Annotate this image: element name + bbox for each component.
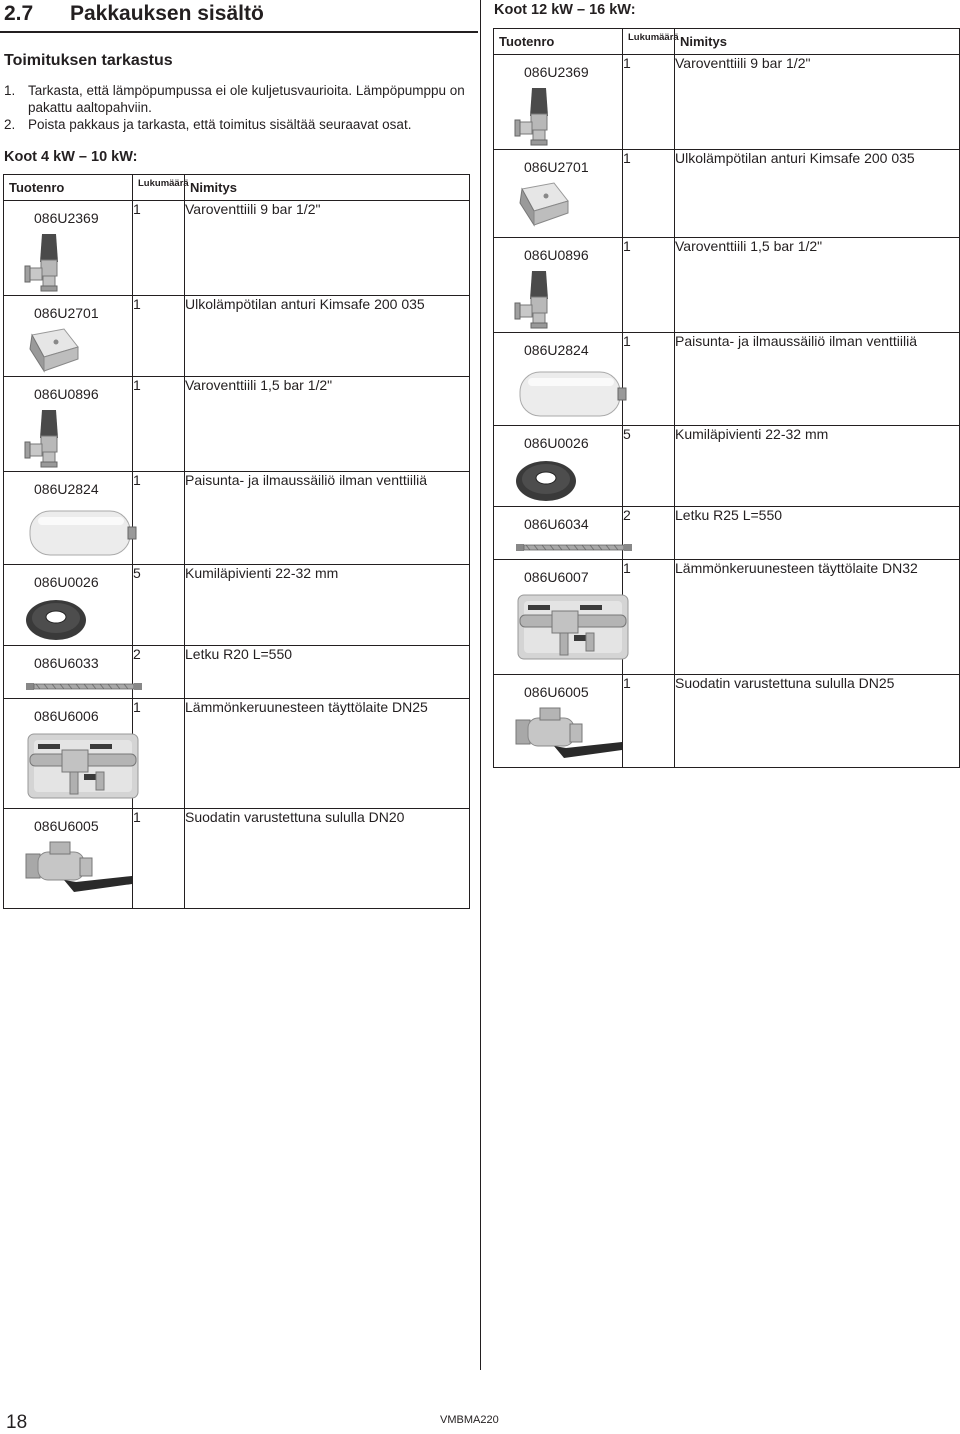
part-code: 086U2824 xyxy=(524,342,589,358)
part-name: Letku R20 L=550 xyxy=(185,646,470,699)
part-code: 086U2824 xyxy=(34,481,99,497)
table-row xyxy=(494,55,960,150)
parts-table-large-kits xyxy=(493,28,960,768)
header-code: Tuotenro xyxy=(4,175,133,201)
part-code-cell xyxy=(4,646,133,699)
hose-icon xyxy=(514,538,622,559)
part-code: 086U6005 xyxy=(524,684,589,700)
part-code-cell xyxy=(494,675,623,768)
filling-device-icon xyxy=(24,730,132,805)
kit-large-title: Koot 12 kW – 16 kW: xyxy=(494,2,636,18)
parts-table-small-kits xyxy=(3,174,470,909)
part-quantity: 1 xyxy=(133,809,185,909)
part-quantity: 1 xyxy=(623,238,675,333)
part-code-cell xyxy=(4,201,133,296)
part-code-cell xyxy=(4,472,133,565)
part-code-wrapper xyxy=(494,507,622,559)
part-code-wrapper xyxy=(4,472,132,564)
part-code: 086U2701 xyxy=(524,159,589,175)
outdoor-sensor-icon xyxy=(24,327,132,376)
part-code-cell xyxy=(494,150,623,238)
rubber-grommet-icon xyxy=(514,457,622,506)
part-code-wrapper xyxy=(494,150,622,230)
table-header-row xyxy=(4,175,470,201)
table-row xyxy=(4,809,470,909)
part-code-cell xyxy=(494,55,623,150)
table-row xyxy=(4,201,470,296)
part-code-cell xyxy=(494,333,623,426)
part-quantity: 1 xyxy=(133,472,185,565)
part-code-cell xyxy=(4,565,133,646)
part-code: 086U0896 xyxy=(524,247,589,263)
part-quantity: 1 xyxy=(623,333,675,426)
table-row xyxy=(494,426,960,507)
part-quantity: 5 xyxy=(133,565,185,646)
part-code-wrapper xyxy=(494,238,622,332)
part-code-wrapper xyxy=(4,201,132,295)
rubber-grommet-icon xyxy=(24,596,132,645)
part-code-wrapper xyxy=(4,809,132,901)
part-quantity: 1 xyxy=(133,377,185,472)
safety-valve-icon xyxy=(24,232,132,295)
part-name: Varoventtiili 1,5 bar 1/2" xyxy=(185,377,470,472)
table-header-row xyxy=(494,29,960,55)
filter-valve-icon xyxy=(514,706,622,767)
part-name: Kumiläpivienti 22-32 mm xyxy=(185,565,470,646)
table-row xyxy=(4,296,470,377)
part-code: 086U6034 xyxy=(524,516,589,532)
inspection-step xyxy=(4,82,474,116)
part-quantity: 1 xyxy=(133,699,185,809)
filter-valve-icon xyxy=(24,840,132,901)
table-row xyxy=(4,699,470,809)
part-name: Lämmönkeruunesteen täyttölaite DN32 xyxy=(675,560,960,675)
part-name: Lämmönkeruunesteen täyttölaite DN25 xyxy=(185,699,470,809)
part-code-wrapper xyxy=(494,333,622,425)
part-code-wrapper xyxy=(494,560,622,666)
document-code: VMBMA220 xyxy=(440,1414,499,1426)
hose-icon xyxy=(24,677,132,698)
table-row xyxy=(494,560,960,675)
part-quantity: 1 xyxy=(623,150,675,238)
inspection-title: Toimituksen tarkastus xyxy=(4,52,173,69)
part-code: 086U2369 xyxy=(34,210,99,226)
table-row xyxy=(494,238,960,333)
step-text: Poista pakkaus ja tarkasta, että toimitus sisältää seuraavat osat. xyxy=(28,117,412,132)
part-code: 086U6005 xyxy=(34,818,99,834)
section-title: Pakkauksen sisältö xyxy=(70,2,264,25)
inspection-steps xyxy=(4,82,474,133)
table-row xyxy=(494,333,960,426)
header-name: Nimitys xyxy=(675,29,960,55)
part-quantity: 1 xyxy=(623,675,675,768)
step-text: Tarkasta, että lämpöpumpussa ei ole kuljetusvaurioita. Lämpöpumppu on pakattu aaltopahviin. xyxy=(28,83,465,115)
part-code-cell xyxy=(4,377,133,472)
part-code-wrapper xyxy=(4,565,132,645)
part-code: 086U0026 xyxy=(524,435,589,451)
table-row xyxy=(4,646,470,699)
part-name: Letku R25 L=550 xyxy=(675,507,960,560)
part-quantity: 1 xyxy=(133,296,185,377)
safety-valve-icon xyxy=(24,408,132,471)
part-code-wrapper xyxy=(494,55,622,149)
expansion-tank-icon xyxy=(514,364,622,425)
page-number: 18 xyxy=(6,1412,28,1433)
filling-device-icon xyxy=(514,591,622,666)
step-number: 2. xyxy=(4,117,16,132)
part-code: 086U6007 xyxy=(524,569,589,585)
part-code-cell xyxy=(494,507,623,560)
part-code-cell xyxy=(4,809,133,909)
part-quantity: 1 xyxy=(133,201,185,296)
part-name: Varoventtiili 9 bar 1/2" xyxy=(185,201,470,296)
part-code-cell xyxy=(494,238,623,333)
part-quantity: 2 xyxy=(623,507,675,560)
safety-valve-icon xyxy=(514,269,622,332)
part-name: Suodatin varustettuna sululla DN25 xyxy=(675,675,960,768)
part-name: Paisunta- ja ilmaussäiliö ilman venttiiliä xyxy=(185,472,470,565)
safety-valve-icon xyxy=(514,86,622,149)
table-row xyxy=(4,472,470,565)
part-quantity: 5 xyxy=(623,426,675,507)
part-code-wrapper xyxy=(4,699,132,805)
part-quantity: 1 xyxy=(623,560,675,675)
table-row xyxy=(4,377,470,472)
header-qty: Lukumäärä xyxy=(623,29,675,55)
part-name: Ulkolämpötilan anturi Kimsafe 200 035 xyxy=(185,296,470,377)
part-name: Suodatin varustettuna sululla DN20 xyxy=(185,809,470,909)
part-code-cell xyxy=(494,560,623,675)
column-divider xyxy=(480,0,481,1370)
outdoor-sensor-icon xyxy=(514,181,622,230)
expansion-tank-icon xyxy=(24,503,132,564)
part-name: Kumiläpivienti 22-32 mm xyxy=(675,426,960,507)
table-row xyxy=(494,507,960,560)
part-code: 086U6033 xyxy=(34,655,99,671)
part-code: 086U0896 xyxy=(34,386,99,402)
table-row xyxy=(4,565,470,646)
table-row xyxy=(494,675,960,768)
part-name: Varoventtiili 9 bar 1/2" xyxy=(675,55,960,150)
section-number: 2.7 xyxy=(4,2,34,25)
part-code-cell xyxy=(494,426,623,507)
part-code: 086U2701 xyxy=(34,305,99,321)
section-divider xyxy=(0,31,478,33)
part-code-cell xyxy=(4,296,133,377)
part-code-wrapper xyxy=(4,296,132,376)
part-code: 086U2369 xyxy=(524,64,589,80)
part-name: Ulkolämpötilan anturi Kimsafe 200 035 xyxy=(675,150,960,238)
part-name: Paisunta- ja ilmaussäiliö ilman venttiiliä xyxy=(675,333,960,426)
part-code-cell xyxy=(4,699,133,809)
part-code: 086U6006 xyxy=(34,708,99,724)
part-quantity: 2 xyxy=(133,646,185,699)
step-number: 1. xyxy=(4,83,16,98)
part-code-wrapper xyxy=(4,377,132,471)
header-name: Nimitys xyxy=(185,175,470,201)
part-code-wrapper xyxy=(494,675,622,767)
part-quantity: 1 xyxy=(623,55,675,150)
kit-small-title: Koot 4 kW – 10 kW: xyxy=(4,149,138,165)
part-code-wrapper xyxy=(494,426,622,506)
part-code: 086U0026 xyxy=(34,574,99,590)
header-code: Tuotenro xyxy=(494,29,623,55)
header-qty: Lukumäärä xyxy=(133,175,185,201)
inspection-step xyxy=(4,116,474,133)
part-name: Varoventtiili 1,5 bar 1/2" xyxy=(675,238,960,333)
table-row xyxy=(494,150,960,238)
part-code-wrapper xyxy=(4,646,132,698)
